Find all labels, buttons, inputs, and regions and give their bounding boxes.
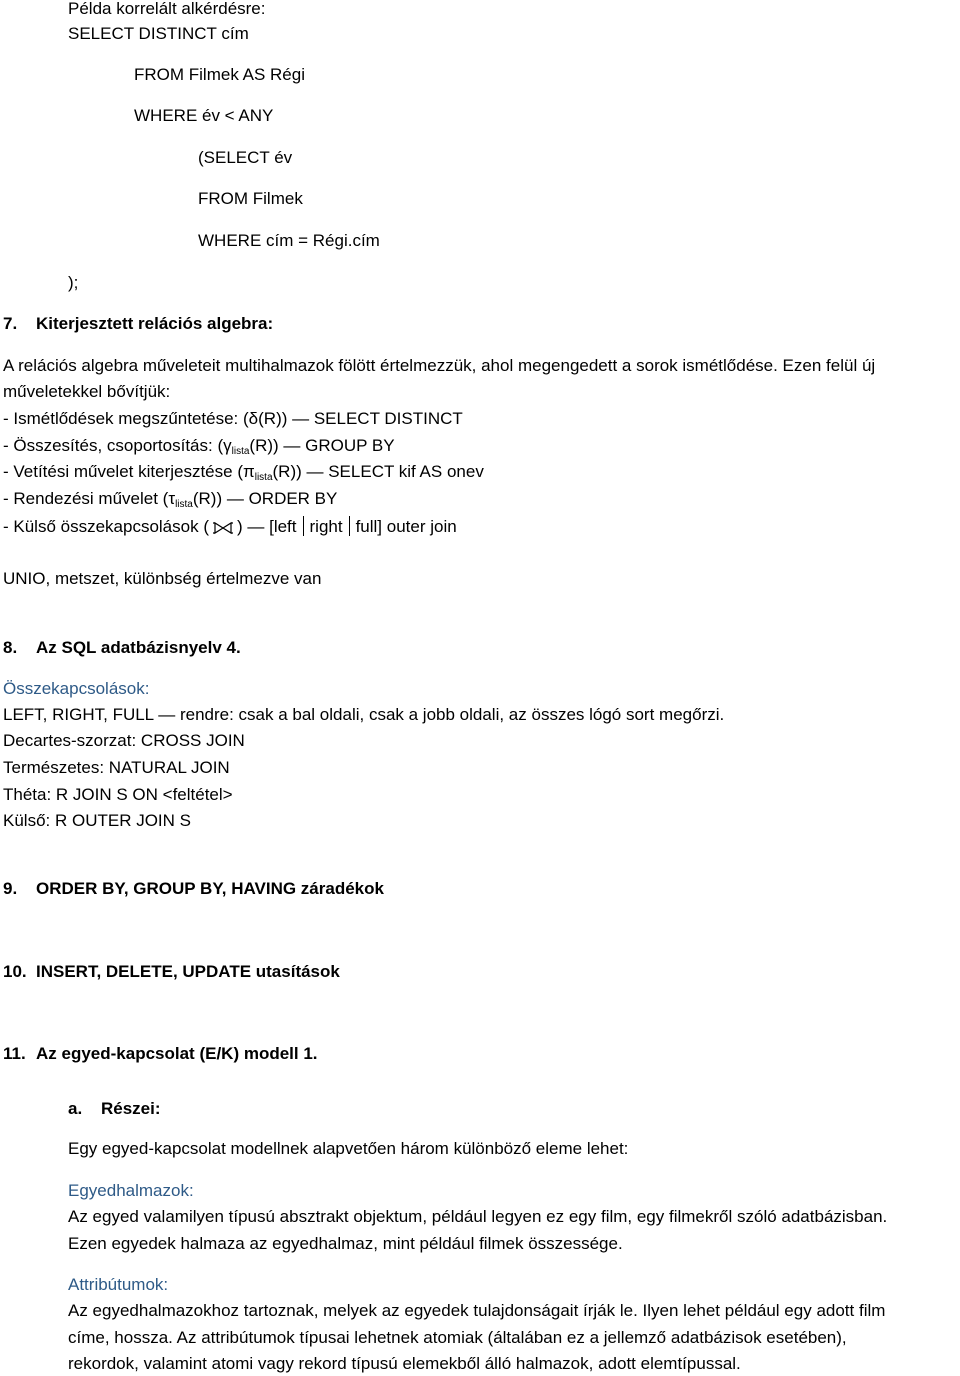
list-item-grouping <box>3 436 395 462</box>
entity-sets-label: Egyedhalmazok: <box>68 1181 194 1200</box>
example-heading: Példa korrelált alkérdésre: <box>68 0 266 18</box>
joins-line-theta: Théta: R JOIN S ON <feltétel> <box>3 785 233 804</box>
section-11-number: 11. <box>3 1044 26 1063</box>
section-7-intro-line1: A relációs algebra műveleteit multihalmazok fölött értelmezzük, ahol megengedett a sorok ismétlődése. Ezen felül új <box>3 356 876 375</box>
grouping-text: - Összesítés, csoportosítás: (γ <box>3 436 232 455</box>
section-8-title: Az SQL adatbázisnyelv 4. <box>36 638 241 657</box>
outer-join-text: - Külső összekapcsolások ( <box>3 517 209 536</box>
section-8-number: 8. <box>3 638 18 657</box>
sql-line-select: SELECT DISTINCT cím <box>68 24 249 43</box>
sql-line-where: WHERE év < ANY <box>134 106 274 125</box>
section-9-heading <box>0 879 384 899</box>
subscript-lista: lista <box>231 446 250 457</box>
section-11-title: Az egyed-kapcsolat (E/K) modell 1. <box>36 1044 318 1063</box>
entity-sets-line2: Ezen egyedek halmaza az egyedhalmaz, mint például filmek összessége. <box>68 1234 623 1253</box>
section-7-heading <box>0 314 273 334</box>
er-intro: Egy egyed-kapcsolat modellnek alapvetően három különböző eleme lehet: <box>68 1139 629 1158</box>
sql-line-subfrom: FROM Filmek <box>198 189 303 208</box>
section-9-title: ORDER BY, GROUP BY, HAVING záradékok <box>36 879 384 898</box>
joins-label: Összekapcsolások: <box>3 679 150 698</box>
attributes-line2: címe, hossza. Az attribútumok típusai lehetnek atomiak (általában ez a jellemző adatbázisok esetében), <box>68 1328 847 1347</box>
section-7-title: Kiterjesztett relációs algebra: <box>36 314 274 333</box>
sql-line-subselect: (SELECT év <box>198 148 293 167</box>
section-10-number: 10. <box>3 962 27 981</box>
outer-join-right: right <box>309 517 343 536</box>
section-7-intro-line2: műveletekkel bővítjük: <box>3 382 171 401</box>
list-item-distinct: - Ismétlődések megszűntetése: (δ(R)) — SELECT DISTINCT <box>3 409 463 428</box>
sql-line-subwhere: WHERE cím = Régi.cím <box>198 231 380 250</box>
separator-bar <box>349 516 350 536</box>
sorting-text: - Rendezési művelet (τ <box>3 489 176 508</box>
list-item-sorting <box>3 489 337 515</box>
subscript-lista: lista <box>254 472 273 483</box>
outer-join-bowtie-icon <box>213 521 233 535</box>
subscript-lista: lista <box>175 499 193 510</box>
joins-line-natural: Természetes: NATURAL JOIN <box>3 758 230 777</box>
projection-text: - Vetítési művelet kiterjesztése (π <box>3 462 255 481</box>
sorting-text-end: (R)) — ORDER BY <box>192 489 338 508</box>
subsection-a-heading <box>68 1099 161 1119</box>
attributes-label: Attribútumok: <box>68 1275 169 1294</box>
sql-line-from: FROM Filmek AS Régi <box>134 65 305 84</box>
union-note: UNIO, metszet, különbség értelmezve van <box>3 569 322 588</box>
outer-join-left: ) — [left <box>236 517 297 536</box>
list-item-projection <box>3 462 484 488</box>
entity-sets-line1: Az egyed valamilyen típusú absztrakt objektum, például legyen ez egy film, egy filmekről szóló adatbázisban. <box>68 1207 888 1226</box>
sql-line-close: ); <box>68 273 79 292</box>
section-10-heading <box>0 962 340 982</box>
subsection-a-number: a. <box>68 1099 83 1118</box>
outer-join-full: full] outer join <box>355 517 457 536</box>
attributes-line1: Az egyedhalmazokhoz tartoznak, melyek az egyedek tulajdonságait írják le. Ilyen lehet például egy adott film <box>68 1301 886 1320</box>
section-9-number: 9. <box>3 879 18 898</box>
section-8-heading <box>0 638 241 658</box>
joins-line-outer: Külső: R OUTER JOIN S <box>3 811 191 830</box>
joins-line-cross: Decartes-szorzat: CROSS JOIN <box>3 731 245 750</box>
attributes-line3: rekordok, valamint atomi vagy rekord típusú elemekből álló halmazok, adott elemtípussal. <box>68 1354 741 1373</box>
projection-text-end: (R)) — SELECT kif AS onev <box>272 462 484 481</box>
section-11-heading <box>0 1044 318 1064</box>
section-10-title: INSERT, DELETE, UPDATE utasítások <box>36 962 340 981</box>
separator-bar <box>303 516 304 536</box>
section-7-number: 7. <box>3 314 18 333</box>
subsection-a-title: Részei: <box>101 1099 161 1118</box>
list-item-outer-join <box>3 516 457 537</box>
grouping-text-end: (R)) — GROUP BY <box>249 436 395 455</box>
joins-line-lrf: LEFT, RIGHT, FULL — rendre: csak a bal oldali, csak a jobb oldali, az összes lógó sort megőrzi. <box>3 705 725 724</box>
